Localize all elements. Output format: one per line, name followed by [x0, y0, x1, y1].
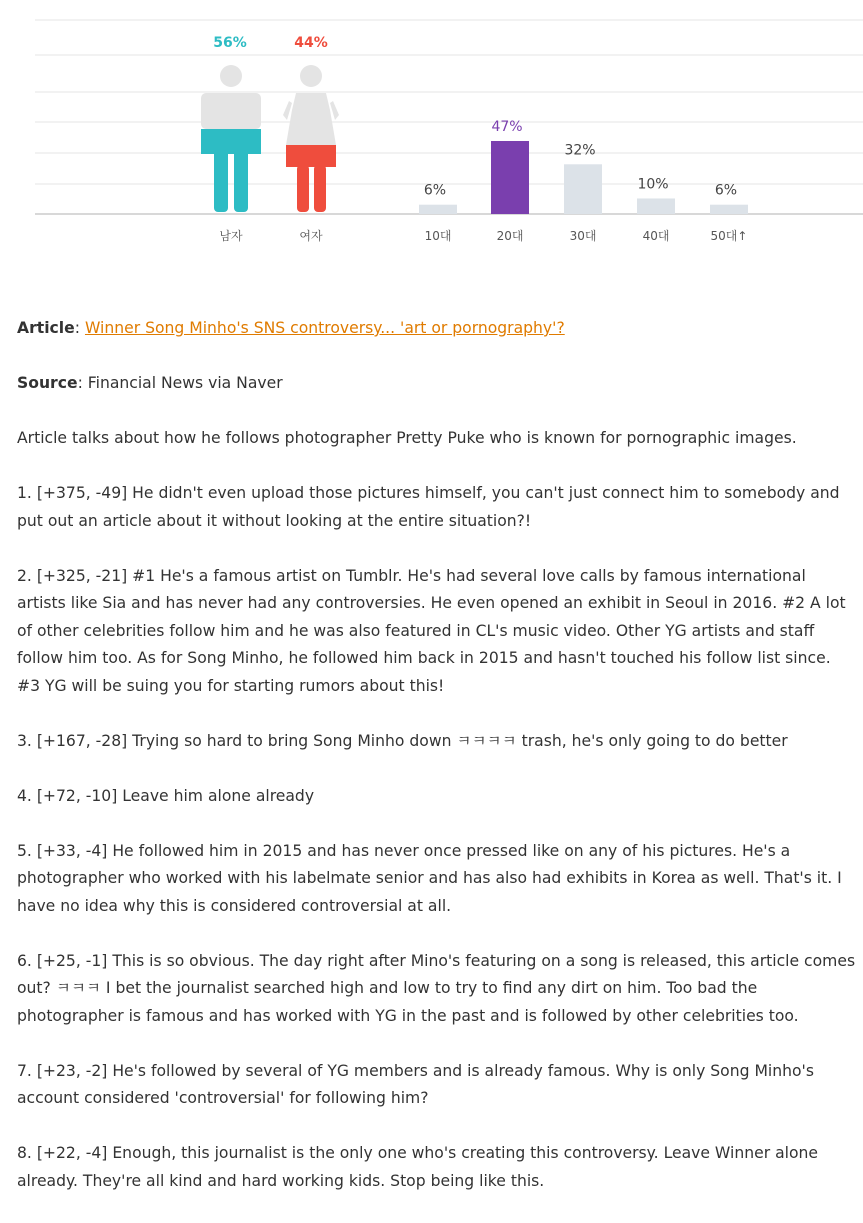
article-intro: Article talks about how he follows photographer Pretty Puke who is known for pornographic images. [17, 429, 797, 447]
female-percentage-label: 44% [294, 35, 328, 51]
age-bar [637, 198, 675, 214]
article-title-link[interactable]: Winner Song Minho's SNS controversy... 'art or pornography'? [84, 319, 565, 337]
comment-item: 3. [+167, -28] Trying so hard to bring Song Minho down ㅋㅋㅋㅋ trash, he's only going to do better [17, 731, 788, 750]
comment-item: 2. [+325, -21] #1 He's a famous artist on Tumblr. He's had several love calls by famous international artists like Sia and has never had any controversies. He even opened an exhibit in Seoul in 2016. #2 A lot of other celebrities follow him and he was also featured in CL's music video. Other YG artists and staff follow him too. As for Song Minho, he followed him back in 2015 and hasn't touched his follow list since. #3 YG will be suing you for starting rumors about this! [17, 566, 846, 695]
comment-item: 8. [+22, -4] Enough, this journalist is the only one who's creating this controversy. Leave Winner alone already. They're all kind and hard working kids. Stop being like this. [17, 1144, 818, 1190]
age-category-label: 50대↑ [710, 229, 748, 243]
source-line [17, 370, 857, 398]
article-body [17, 315, 857, 1223]
comment-item: 7. [+23, -2] He's followed by several of YG members and is already famous. Why is only Song Minho's account considered 'controversial' for following him? [17, 1061, 814, 1107]
comment-item: 1. [+375, -49] He didn't even upload those pictures himself, you can't just connect him to somebody and put out an article about it without looking at the entire situation?! [17, 484, 840, 530]
age-bar-value-label: 47% [491, 119, 523, 135]
gender-chart [201, 35, 339, 243]
comments-list [17, 480, 857, 1195]
age-category-label: 40대 [642, 229, 670, 243]
male-figure-icon [201, 65, 261, 212]
age-bar-value-label: 6% [714, 182, 738, 199]
male-category-label: 남자 [219, 229, 243, 243]
female-category-label: 여자 [299, 229, 323, 243]
source-text: : Financial News via Naver [77, 374, 283, 392]
age-bar [419, 205, 457, 214]
age-bar [491, 141, 529, 214]
article-line: Article: Winner Song Minho's SNS controversy... 'art or pornography'? [17, 319, 565, 337]
age-category-label: 20대 [496, 229, 524, 243]
source-label: Source [17, 374, 78, 392]
chart-gridlines [35, 20, 863, 214]
age-bar [710, 205, 748, 214]
age-chart [419, 119, 748, 243]
age-bar-value-label: 32% [564, 142, 596, 159]
comment-item: 5. [+33, -4] He followed him in 2015 and has never once pressed like on any of his pictures. He's a photographer who worked with his labelmate senior and has also had exhibits in Korea as well. That's it. I have no idea why this is considered controversial at all. [17, 841, 842, 915]
comment-item: 6. [+25, -1] This is so obvious. The day right after Mino's featuring on a song is released, this article comes out? ㅋㅋㅋ I bet the journalist searched high and low to try to find any dirt on him. Too bad the photographer is famous and has worked with YG in the past and is followed by other celebrities too. [17, 951, 856, 1025]
demographics-chart [0, 0, 863, 260]
age-category-label: 10대 [424, 229, 452, 243]
age-bar [564, 164, 602, 214]
demographics-chart-svg [0, 0, 863, 260]
male-percentage-label: 56% [213, 35, 247, 51]
female-figure-icon [283, 65, 339, 212]
age-bar-value-label: 10% [637, 176, 669, 193]
article-label: Article [17, 319, 75, 337]
comment-item: 4. [+72, -10] Leave him alone already [17, 786, 315, 805]
age-category-label: 30대 [569, 229, 597, 243]
age-bar-value-label: 6% [423, 182, 447, 199]
